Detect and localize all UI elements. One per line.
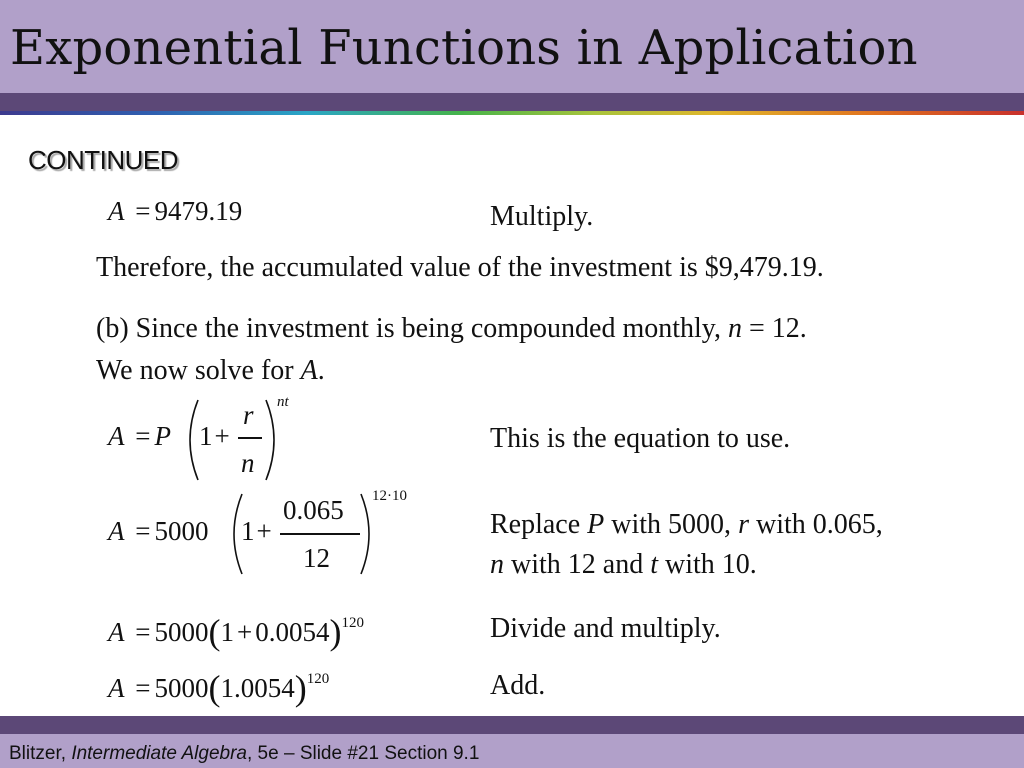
footer-bar <box>0 734 1024 768</box>
conclusion-text: Therefore, the accumulated value of the investment is $9,479.19. <box>96 252 824 283</box>
rainbow-divider-line <box>0 111 1024 115</box>
header-divider-band <box>0 93 1024 111</box>
step-note-replace-line1: Replace P with 5000, r with 0.065, <box>490 509 883 540</box>
fraction-bar <box>238 437 262 439</box>
part-b-text-line2: We now solve for A. <box>96 355 325 386</box>
equation-result: A = 9479.19 <box>108 196 243 226</box>
equation-divide-multiply: $A = 5000(1 + 0.0054)^{120}$ <box>108 612 364 652</box>
step-note-divide: Divide and multiply. <box>490 613 721 644</box>
fraction-bar <box>280 533 360 535</box>
footer-citation: Blitzer, Intermediate Algebra, 5e – Slide #21 Section 9.1 <box>9 743 480 764</box>
slide-title: Exponential Functions in Application <box>10 20 918 76</box>
continued-heading: CONTINUED <box>28 145 179 175</box>
step-note-multiply: Multiply. <box>490 201 594 232</box>
footer-divider-band <box>0 716 1024 734</box>
title-bar <box>0 0 1024 93</box>
step-note-add: Add. <box>490 670 546 701</box>
step-note-replace-line2: n with 12 and t with 10. <box>490 549 757 580</box>
equation-add: $A = 5000(1.0054)^{120}$ <box>108 668 330 708</box>
part-b-text-line1: (b) Since the investment is being compounded monthly, n = 12. <box>96 313 807 344</box>
step-note-equation: This is the equation to use. <box>490 423 791 454</box>
